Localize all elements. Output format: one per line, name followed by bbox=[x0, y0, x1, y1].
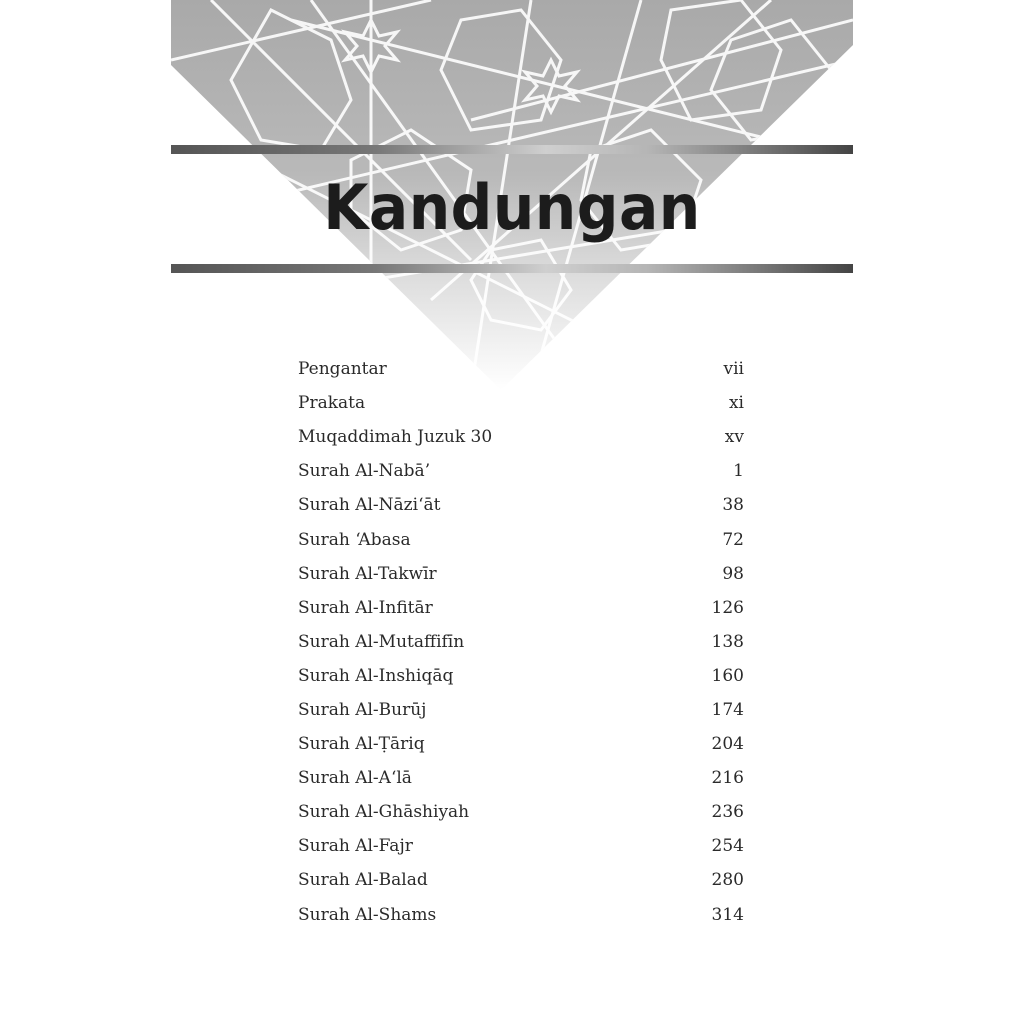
toc-entry-label: Surah Al-Nabā’ bbox=[298, 461, 431, 482]
toc-entry-label: Surah Al-Infitār bbox=[298, 597, 433, 618]
toc-entry[interactable] bbox=[298, 727, 744, 761]
toc-entry[interactable] bbox=[298, 761, 744, 795]
toc-entry-label: Pengantar bbox=[298, 359, 387, 380]
toc-entry-page: 314 bbox=[711, 904, 744, 925]
toc-entry-page: 204 bbox=[711, 734, 744, 755]
toc-entry-page: xv bbox=[724, 427, 744, 448]
toc-entry-page: 174 bbox=[711, 699, 744, 720]
title-rule-top bbox=[171, 145, 853, 154]
toc-entry-page: xi bbox=[728, 393, 744, 414]
toc-entry-label: Prakata bbox=[298, 393, 366, 414]
toc-entry-label: Surah Al-Mutaffifīn bbox=[298, 631, 465, 652]
toc-entry[interactable] bbox=[298, 557, 744, 591]
toc-entry[interactable] bbox=[298, 420, 744, 454]
toc-entry-page: vii bbox=[723, 359, 744, 380]
toc-entry-label: Surah Al-Shams bbox=[298, 904, 437, 925]
toc-entry-label: Surah Al-Balad bbox=[298, 870, 428, 891]
toc-entry[interactable] bbox=[298, 386, 744, 420]
toc-entry[interactable] bbox=[298, 625, 744, 659]
page-title: Kandungan bbox=[323, 171, 701, 244]
toc-entry-page: 126 bbox=[711, 597, 744, 618]
toc-entry-label: Muqaddimah Juzuk 30 bbox=[298, 427, 493, 448]
toc-entry[interactable] bbox=[298, 659, 744, 693]
toc-entry[interactable] bbox=[298, 454, 744, 488]
toc-entry-label: Surah Al-Ghāshiyah bbox=[298, 802, 470, 823]
toc-entry[interactable] bbox=[298, 693, 744, 727]
toc-entry-label: Surah Al-Burūj bbox=[298, 699, 427, 720]
title-rule-bottom bbox=[171, 264, 853, 273]
toc-entry-page: 1 bbox=[733, 461, 744, 482]
toc-entry[interactable] bbox=[298, 522, 744, 556]
toc-entry-label: Surah Al-Ṭāriq bbox=[298, 734, 425, 755]
toc-entry-page: 254 bbox=[711, 836, 744, 857]
toc-entry-page: 280 bbox=[711, 870, 744, 891]
toc-entry-page: 160 bbox=[711, 665, 744, 686]
toc-entry[interactable] bbox=[298, 591, 744, 625]
toc-entry-page: 138 bbox=[711, 631, 744, 652]
toc-entry[interactable] bbox=[298, 898, 744, 932]
toc-entry-page: 72 bbox=[722, 529, 744, 550]
toc-entry-label: Surah Al-A‘lā bbox=[298, 768, 412, 789]
toc-entry[interactable] bbox=[298, 795, 744, 829]
toc-entry[interactable] bbox=[298, 829, 744, 863]
toc-entry-label: Surah Al-Inshiqāq bbox=[298, 665, 454, 686]
toc-entry-label: Surah Al-Fajr bbox=[298, 836, 413, 857]
toc-entry-label: Surah ‘Abasa bbox=[298, 529, 411, 550]
toc-entry-page: 38 bbox=[722, 495, 744, 516]
table-of-contents bbox=[298, 352, 744, 932]
toc-entry[interactable] bbox=[298, 488, 744, 522]
toc-entry[interactable] bbox=[298, 863, 744, 897]
toc-entry-page: 216 bbox=[711, 768, 744, 789]
toc-entry-page: 236 bbox=[711, 802, 744, 823]
toc-entry-label: Surah Al-Takwīr bbox=[298, 563, 437, 584]
toc-entry-label: Surah Al-Nāzi‘āt bbox=[298, 495, 441, 516]
toc-entry[interactable] bbox=[298, 352, 744, 386]
toc-entry-page: 98 bbox=[722, 563, 744, 584]
